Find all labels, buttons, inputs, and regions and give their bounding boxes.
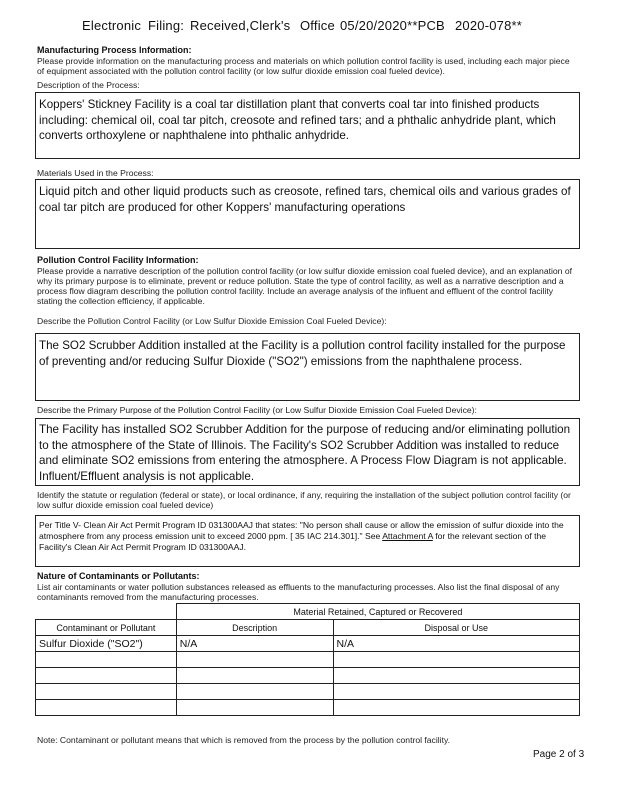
cell-disposal[interactable] xyxy=(333,668,580,684)
col-disposal: Disposal or Use xyxy=(333,620,580,636)
table-row xyxy=(36,700,580,716)
cell-contaminant[interactable] xyxy=(36,700,177,716)
table-header-blank xyxy=(36,604,177,620)
contaminants-title: Nature of Contaminants or Pollutants: xyxy=(37,571,200,581)
materials-text: Liquid pitch and other liquid products such as creosote, refined tars, chemical oils and various grades of coal tar pitch are produced for other Koppers' manufacturing operations xyxy=(39,185,571,214)
materials-label: Materials Used in the Process: xyxy=(37,168,154,178)
header-date: 05/20/2020**PCB xyxy=(340,18,445,33)
col-description: Description xyxy=(176,620,333,636)
manufacturing-instructions: Please provide information on the manufacturing process and materials on which pollution control facility is used, including each major piece of equipment associated with the pollution control facility (or low sulfur dioxide emission coal fueled device). xyxy=(37,56,570,76)
manufacturing-title: Manufacturing Process Information: xyxy=(37,45,192,55)
cell-contaminant[interactable] xyxy=(36,668,177,684)
primary-purpose-text: The Facility has installed SO2 Scrubber Addition for the purpose of reducing and/or eliminating pollution to the atmosphere of the State of Illinois. The Facility's SO2 Scrubber Addition was installed to reduce and eliminate SO2 emissions from entering the atmosphere. A Process Flow Diagram is not applicable. Influent/Effluent analysis is not applicable. xyxy=(39,423,571,483)
table-row xyxy=(36,668,580,684)
cell-disposal[interactable]: N/A xyxy=(333,636,580,652)
cell-disposal[interactable] xyxy=(333,652,580,668)
process-description-text: Koppers' Stickney Facility is a coal tar distillation plant that converts coal tar into finished products including: chemical oil, coal tar pitch, creosote and refined tars; and a phthalic anhydride plant, which converts orthoxylene or naphthalene into phthalic anhydride. xyxy=(39,98,556,142)
header-case: 2020-078** xyxy=(455,18,523,33)
table-header-row xyxy=(36,604,580,620)
header-received: Received,Clerk's xyxy=(190,18,291,33)
cell-contaminant[interactable] xyxy=(36,652,177,668)
contaminants-table xyxy=(35,603,580,716)
cell-description[interactable] xyxy=(176,668,333,684)
cell-description[interactable] xyxy=(176,684,333,700)
col-contaminant: Contaminant or Pollutant xyxy=(36,620,177,636)
cell-disposal[interactable] xyxy=(333,700,580,716)
contaminants-instructions: List air contaminants or water pollution substances released as effluents to the manufacturing processes. Also list the final disposal of any contaminants removed from the manufacturing processes. xyxy=(37,582,560,602)
cell-contaminant[interactable] xyxy=(36,684,177,700)
table-row xyxy=(36,652,580,668)
attachment-a-link[interactable]: Attachment A xyxy=(382,531,433,541)
cell-contaminant[interactable]: Sulfur Dioxide ("SO2") xyxy=(36,636,177,652)
cell-disposal[interactable] xyxy=(333,684,580,700)
table-column-row xyxy=(36,620,580,636)
statute-text-a: Per Title V- Clean Air Act Permit Program ID 031300AAJ that states: "No person shall cause or allow the emission of sulfur dioxide into the atmosphere from any process emission unit to exceed 2000 ppm. [ 35 IAC 214.301]." See xyxy=(39,520,564,541)
pollution-control-title: Pollution Control Facility Information: xyxy=(37,255,199,265)
statute-text xyxy=(39,520,575,553)
statute-text-b: for the relevant section of the Facility's Clean Air Act Permit Program ID 031300AAJ. xyxy=(39,531,547,552)
describe-facility-text: The SO2 Scrubber Addition installed at the Facility is a pollution control facility installed for the purpose of preventing and/or reducing Sulfur Dioxide ("SO2") emissions from the naphthalene process. xyxy=(39,339,566,368)
pollution-control-instructions: Please provide a narrative description of the pollution control facility (or low sulfur dioxide emission coal fueled device), and an explanation of why its primary purpose is to eliminate, prevent or reduce pollution. State the type of control facility, as well as a narrative description and a process flow diagram describing the pollution control facility. Include an average analysis of the influent and effluent of the control facility stating the collection efficiency, if applicable. xyxy=(37,266,573,306)
cell-description[interactable]: N/A xyxy=(176,636,333,652)
cell-description[interactable] xyxy=(176,700,333,716)
contaminant-note: Note: Contaminant or pollutant means that which is removed from the process by the pollution control facility. xyxy=(37,735,451,745)
table-row xyxy=(36,684,580,700)
table-row xyxy=(36,636,580,652)
header-electronic: Electronic xyxy=(82,18,142,33)
page-number: Page 2 of 3 xyxy=(533,749,585,760)
process-label: Description of the Process: xyxy=(37,80,140,90)
cell-description[interactable] xyxy=(176,652,333,668)
header-office: Office xyxy=(300,18,335,33)
header-filing: Filing: xyxy=(148,18,185,33)
statute-label: Identify the statute or regulation (federal or state), or local ordinance, if any, requiring the installation of the subject pollution control facility (or low sulfur dioxide emission coal fueled device) xyxy=(37,490,571,510)
group-header: Material Retained, Captured or Recovered xyxy=(176,604,579,620)
primary-purpose-label: Describe the Primary Purpose of the Pollution Control Facility (or Low Sulfur Dioxide Emission Coal Fueled Device): xyxy=(37,405,477,415)
describe-facility-label: Describe the Pollution Control Facility (or Low Sulfur Dioxide Emission Coal Fueled Device): xyxy=(37,316,387,326)
